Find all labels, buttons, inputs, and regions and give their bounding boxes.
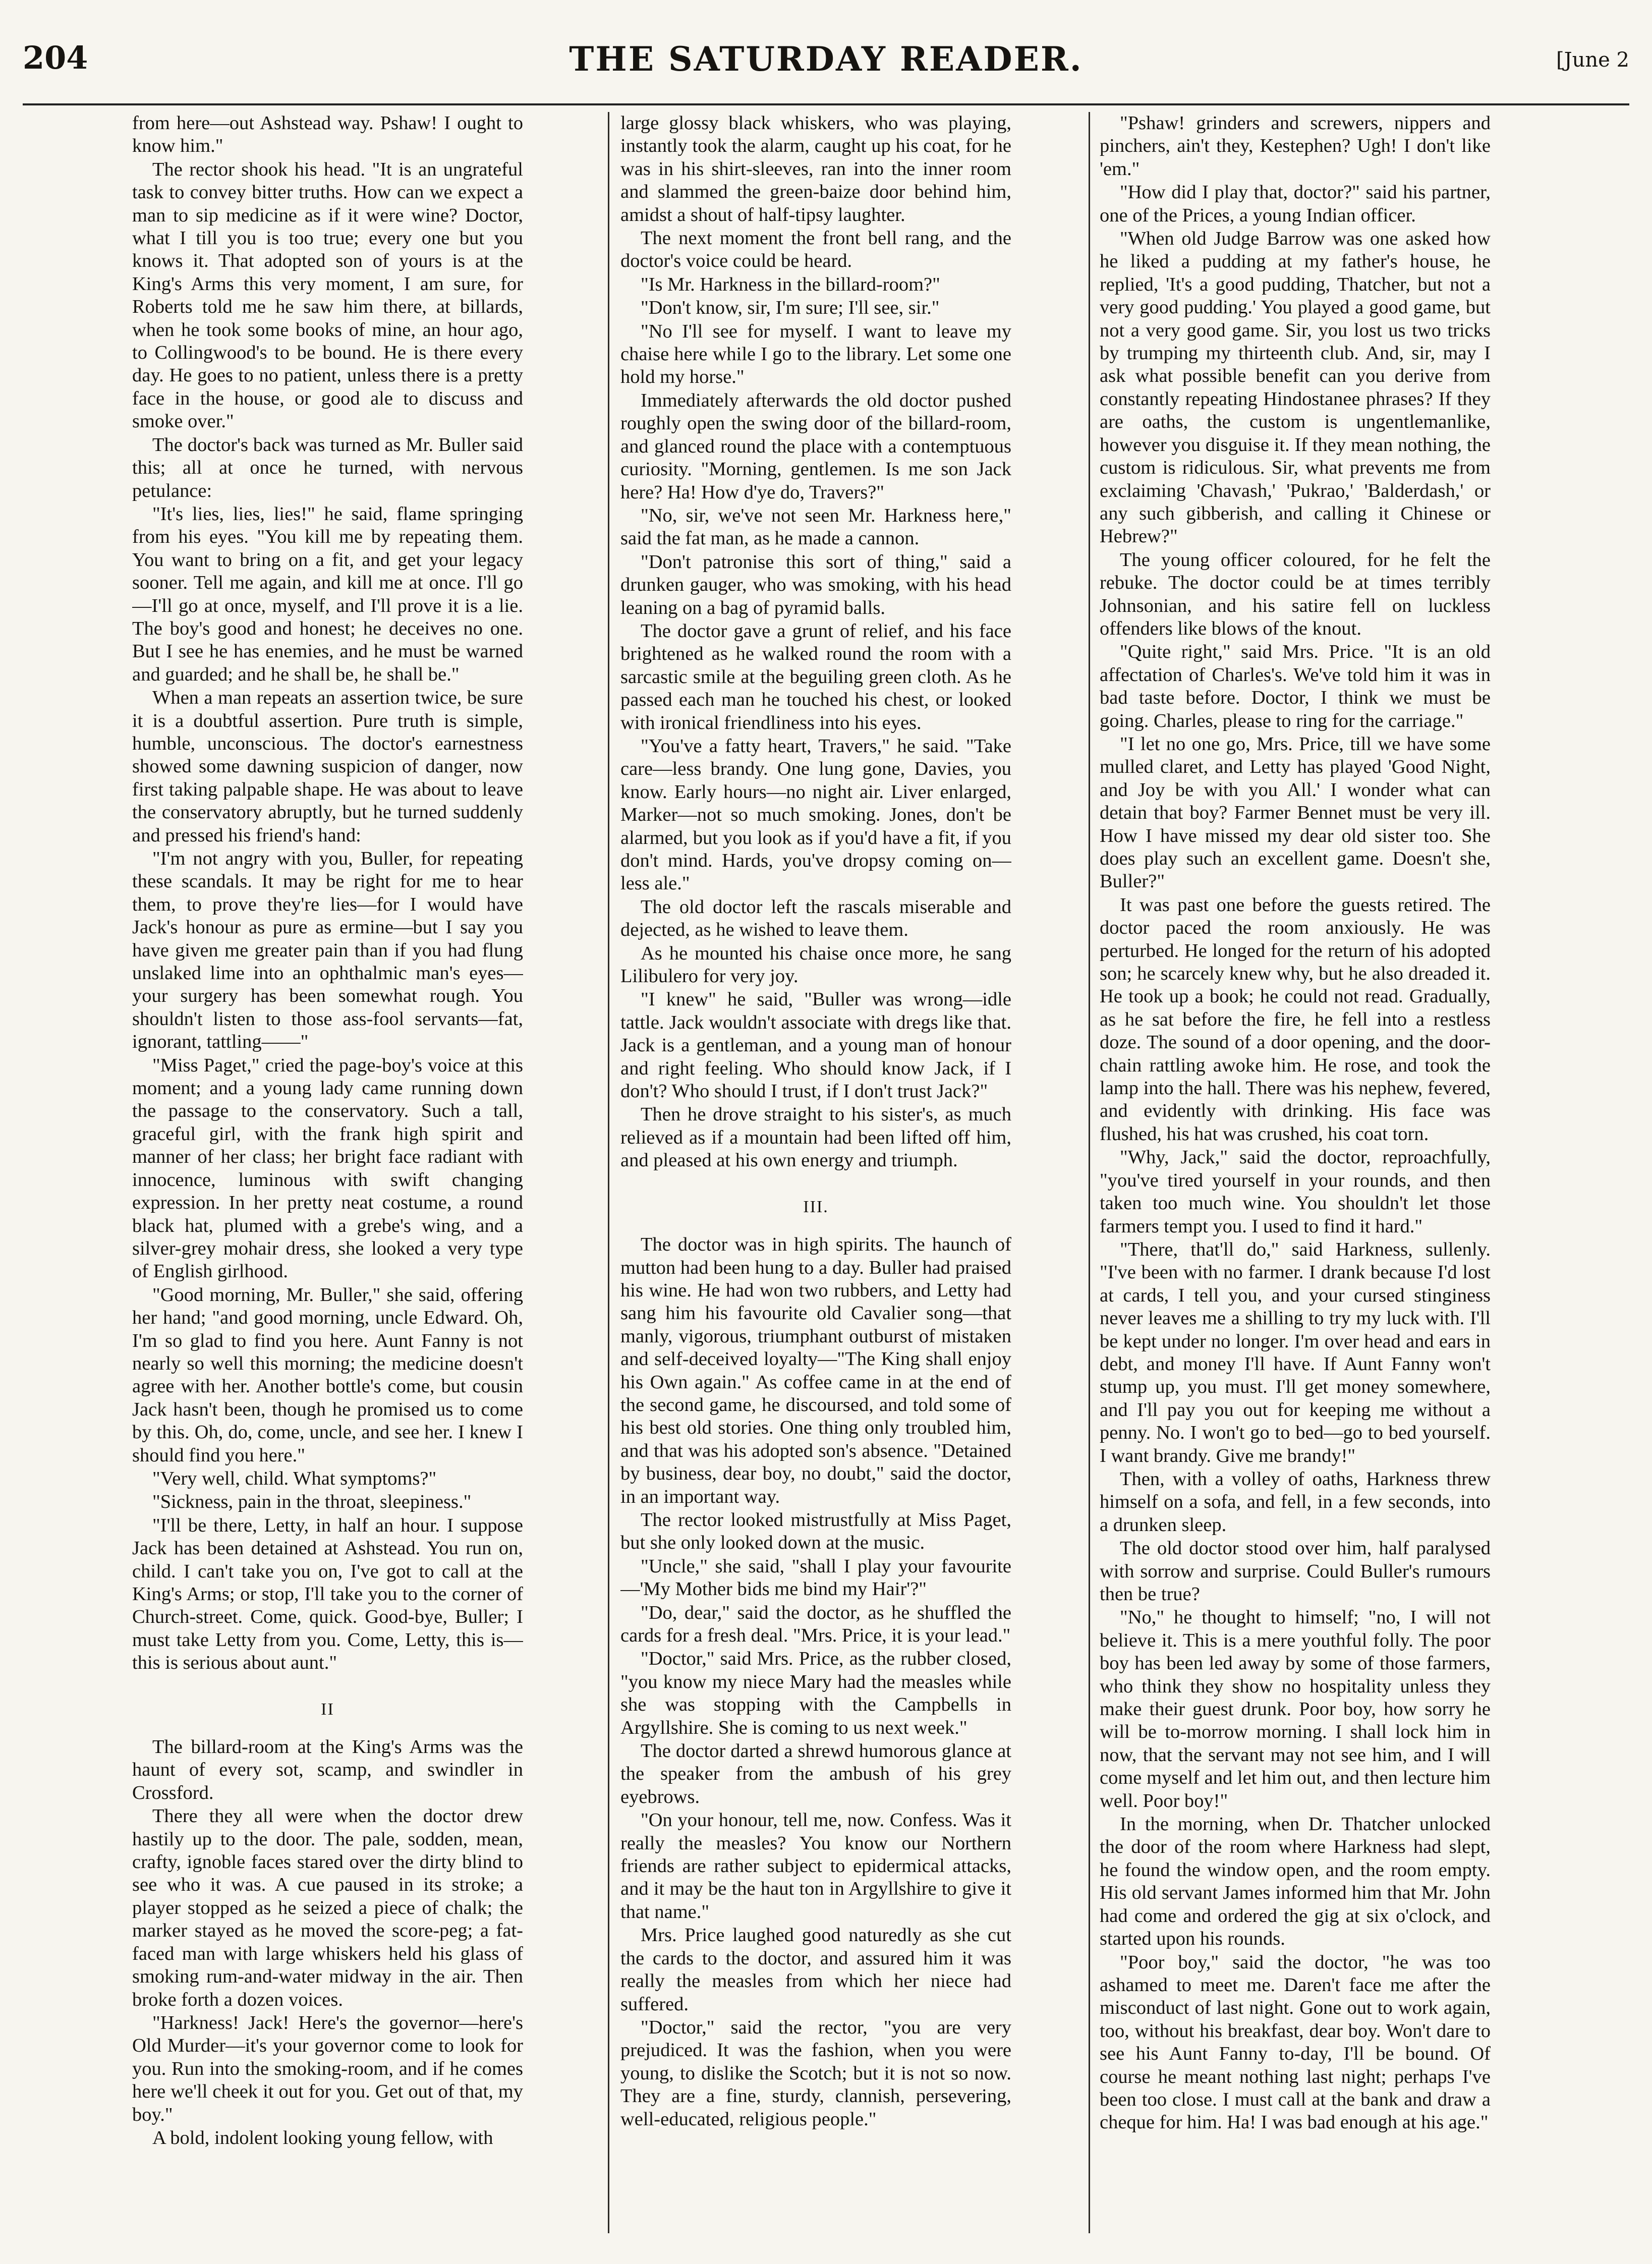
paragraph: The doctor was in high spirits. The haunch of mutton had been hung to a day. Buller had praised his wine. He had won two rubbers, and Letty had sang him his favourite old Cavalier song—that manly, vigorous, triumphant outburst of mistaken and self-deceived loyalty—"The King shall enjoy his Own again." As coffee came in at the end of the second game, he discoursed, and told some of his best old stories. One thing only troubled him, and that was his adopted son's absence. "Detained by business, dear boy, no doubt," said the doctor, in an important way. <box>620 1234 1011 1507</box>
column-divider-2 <box>1089 112 1090 2233</box>
section-heading: II <box>321 1700 334 1719</box>
paragraph: There they all were when the doctor drew hastily up to the door. The pale, sodden, mean, crafty, ignoble faces stared over the dirty blind to see who it was. A cue paused in its stroke; a player stopped as he seized a piece of chalk; the marker stayed as he moved the score-peg; a fat-faced man with large whiskers held his glass of smoking rum-and-water midway in the air. Then broke forth a dozen voices. <box>132 1805 523 2010</box>
paragraph: "Is Mr. Harkness in the billard-room?" <box>641 273 940 295</box>
paragraph: The old doctor left the rascals miserable and dejected, as he wished to leave them. <box>620 896 1011 941</box>
paragraph: "Don't patronise this sort of thing," said a drunken gauger, who was smoking, with his head leaning on a bag of pyramid balls. <box>620 551 1011 618</box>
paragraph: Immediately afterwards the old doctor pushed roughly open the swing door of the billard-room, and glanced round the place with a contemptuous curiosity. "Morning, gentlemen. Is me son Jack here? Ha! How d'ye do, Travers?" <box>620 389 1011 503</box>
issue-date: [June 2 <box>1556 48 1629 72</box>
column-2 <box>620 112 1011 2233</box>
paragraph: "Uncle," she said, "shall I play your favourite—'My Mother bids me bind my Hair'?" <box>620 1555 1011 1600</box>
header-rule <box>23 103 1629 105</box>
paragraph: "I'll be there, Letty, in half an hour. I suppose Jack has been detained at Ashstead. You run on, child. I can't take you on, I've got to call at the King's Arms; or stop, I'll take you to the corner of Church-street. Come, quick. Good-bye, Buller; I must take Letty from you. Come, Letty, this is—this is serious about aunt." <box>132 1514 523 1674</box>
paragraph: "I knew" he said, "Buller was wrong—idle tattle. Jack wouldn't associate with dregs like that. Jack is a gentleman, and a young man of honour and right feeling. Who should know Jack, if I don't? Who should I trust, if I don't trust Jack?" <box>620 989 1011 1102</box>
column-3 <box>1100 112 1491 2233</box>
column-divider-1 <box>608 112 609 2233</box>
paragraph: "There, that'll do," said Harkness, sullenly. "I've been with no farmer. I drank because I'd lost at cards, I tell you, and your cursed stinginess never leaves me a shilling to try my luck with. I'll be kept under no longer. I'm over head and ears in debt, and money I'll have. If Aunt Fanny won't stump up, you must. I'll get money somewhere, and I'll pay you out for keeping me without a penny. No. I won't go to bed—go to bed yourself. I want brandy. Give me brandy!" <box>1100 1238 1491 1466</box>
page-header <box>23 39 1629 90</box>
page-number: 204 <box>23 39 88 76</box>
paragraph: The doctor's back was turned as Mr. Buller said this; all at once he turned, with nervous petulance: <box>132 434 523 501</box>
paragraph: In the morning, when Dr. Thatcher unlocked the door of the room where Harkness had slept, he found the window open, and the room empty. His old servant James informed him that Mr. John had come and ordered the gig at six o'clock, and started upon his rounds. <box>1100 1814 1491 1950</box>
column-1 <box>132 112 523 2233</box>
paragraph: "Do, dear," said the doctor, as he shuffled the cards for a fresh deal. "Mrs. Price, it is your lead." <box>620 1602 1011 1646</box>
paragraph: Then, with a volley of oaths, Harkness threw himself on a sofa, and fell, in a few seconds, into a drunken sleep. <box>1100 1468 1491 1536</box>
paragraph: "Don't know, sir, I'm sure; I'll see, sir." <box>641 297 940 319</box>
paragraph: "Sickness, pain in the throat, sleepiness." <box>152 1491 472 1513</box>
paragraph: "Very well, child. What symptoms?" <box>152 1467 437 1489</box>
paragraph: "It's lies, lies, lies!" he said, flame springing from his eyes. "You kill me by repeating them. You want to bring on a fit, and get your legacy sooner. Tell me again, and kill me at once. I'll go—I'll go at once, myself, and I'll prove it is a lie. The boy's good and honest; he deceives no one. But I see he has enemies, and he must be warned and guarded; and he shall be, he shall be." <box>132 503 523 685</box>
paragraph: "On your honour, tell me, now. Confess. Was it really the measles? You know our Northern friends are rather subject to epidermical attacks, and it may be the haut ton in Argyllshire to give it that name." <box>620 1809 1011 1922</box>
paragraph: "Harkness! Jack! Here's the governor—here's Old Murder—it's your governor come to look for you. Run into the smoking-room, and if he comes here we'll cheek it out for you. Get out of that, my boy." <box>132 2012 523 2125</box>
paragraph: As he mounted his chaise once more, he sang Lilibulero for very joy. <box>620 942 1011 987</box>
paragraph: The doctor gave a grunt of relief, and his face brightened as he walked round the room with a sarcastic smile at the beguiling green cloth. As he passed each man he touched his chest, or looked with ironical friendliness into his eyes. <box>620 620 1011 733</box>
masthead-title: THE SATURDAY READER. <box>569 39 1083 79</box>
paragraph: When a man repeats an assertion twice, be sure it is a doubtful assertion. Pure truth is simple, humble, unconscious. The doctor's earnestness showed some dawning suspicion of danger, now first taking palpable shape. He was about to leave the conservatory abruptly, but he turned suddenly and pressed his friend's hand: <box>132 687 523 846</box>
paragraph: "Quite right," said Mrs. Price. "It is an old affectation of Charles's. We've told him it was in bad taste before. Doctor, I think we must be going. Charles, please to ring for the carriage." <box>1100 641 1491 731</box>
paragraph: "No I'll see for myself. I want to leave my chaise here while I go to the library. Let some one hold my horse." <box>620 320 1011 388</box>
paragraph: "How did I play that, doctor?" said his partner, one of the Prices, a young Indian officer. <box>1100 182 1491 226</box>
paragraph: large glossy black whiskers, who was playing, instantly took the alarm, caught up his coat, for he was in his shirt-sleeves, ran into the inner room and slammed the green-baize door behind him, amidst a shout of half-tipsy laughter. <box>620 112 1011 225</box>
paragraph: "Doctor," said the rector, "you are very prejudiced. It was the fashion, when you were young, to dislike the Scotch; but it is not so now. They are a fine, sturdy, clannish, persevering, well-educated, religious people." <box>620 2016 1011 2130</box>
paragraph: "Pshaw! grinders and screwers, nippers and pinchers, ain't they, Kestephen? Ugh! I don't like 'em." <box>1100 112 1491 180</box>
paragraph: The old doctor stood over him, half paralysed with sorrow and surprise. Could Buller's rumours then be true? <box>1100 1538 1491 1605</box>
paragraph: "No," he thought to himself; "no, I will not believe it. This is a mere youthful folly. The poor boy has been led away by some of those farmers, who think they show no hospitality unless they make their guest drunk. Poor boy, how sorry he will be to-morrow morning. I shall lock him in now, that the servant may not see him, and I will come myself and let him out, and then lecture him well. Poor boy!" <box>1100 1607 1491 1812</box>
paragraph: The rector looked mistrustfully at Miss Paget, but she only looked down at the music. <box>620 1509 1011 1554</box>
section-heading: III. <box>803 1197 829 1216</box>
paragraph: "I'm not angry with you, Buller, for repeating these scandals. It may be right for me to hear them, to prove they're lies—for I would have Jack's honour as pure as ermine—but I say you have given me greater pain than if you had flung unslaked lime into an ophthalmic man's eyes—your surgery has been somewhat rough. You shouldn't listen to those ass-fool servants—fat, ignorant, tattling——" <box>132 848 523 1053</box>
paragraph: "Poor boy," said the doctor, "he was too ashamed to meet me. Daren't face me after the misconduct of last night. Gone out to work again, too, without his breakfast, dear boy. Won't dare to see his Aunt Fanny to-day, I'll be bound. Of course he meant nothing last night; perhaps I've been too close. I must call at the bank and draw a cheque for him. Ha! I was bad enough at his age." <box>1100 1951 1491 2133</box>
paragraph: "I let no one go, Mrs. Price, till we have some mulled claret, and Letty has played 'Good Night, and Joy be with you All.' I wonder what can detain that boy? Farmer Bennet must be very ill. How I have missed my dear old sister too. She does play such an excellent game. Doesn't she, Buller?" <box>1100 733 1491 892</box>
paragraph: "You've a fatty heart, Travers," he said. "Take care—less brandy. One lung gone, Davies, you know. Early hours—no night air. Liver enlarged, Marker—not so much smoking. Jones, don't be alarmed, but you look as if you'd have a fit, if you don't mind. Hards, you've dropsy coming on—less ale." <box>620 735 1011 894</box>
paragraph: "Doctor," said Mrs. Price, as the rubber closed, "you know my niece Mary had the measles while she was stopping with the Campbells in Argyllshire. She is coming to us next week." <box>620 1648 1011 1738</box>
paragraph: from here—out Ashstead way. Pshaw! I ought to know him." <box>132 112 523 157</box>
paragraph: "No, sir, we've not seen Mr. Harkness here," said the fat man, as he made a cannon. <box>620 504 1011 549</box>
paragraph: The rector shook his head. "It is an ungrateful task to convey bitter truths. How can we expect a man to sip medicine as if it were wine? Doctor, what I till you is too true; every one but you knows it. That adopted son of yours is at the King's Arms this very moment, I am sure, for Roberts told me he saw him there, at billards, when he took some books of mine, an hour ago, to Collingwood's to be bound. He is there every day. He goes to no patient, unless there is a pretty face in the house, or good ale to discuss and smoke over." <box>132 158 523 432</box>
paragraph: The doctor darted a shrewd humorous glance at the speaker from the ambush of his grey eyebrows. <box>620 1740 1011 1807</box>
paragraph: Then he drove straight to his sister's, as much relieved as if a mountain had been lifted off him, and pleased at his own energy and triumph. <box>620 1104 1011 1171</box>
paragraph: "Miss Paget," cried the page-boy's voice at this moment; and a young lady came running down the passage to the conservatory. Such a tall, graceful girl, with the frank high spirit and manner of her class; her bright face radiant with innocence, luminous with swift changing expression. In her pretty neat costume, a round black hat, plumed with a grebe's wing, and a silver-grey mohair dress, she looked a very type of English girlhood. <box>132 1054 523 1282</box>
paragraph: The next moment the front bell rang, and the doctor's voice could be heard. <box>620 228 1011 272</box>
paragraph: "Why, Jack," said the doctor, reproachfully, "you've tired yourself in your rounds, and then taken too much wine. You shouldn't let those farmers tempt you. I used to find it hard." <box>1100 1147 1491 1237</box>
paragraph: "Good morning, Mr. Buller," she said, offering her hand; "and good morning, uncle Edward. Oh, I'm so glad to find you here. Aunt Fanny is not nearly so well this morning; the medicine doesn't agree with her. Another bottle's come, but cousin Jack hasn't been, though he promised us to come by this. Oh, do, come, uncle, and see her. I knew I should find you here." <box>132 1284 523 1466</box>
paragraph: "When old Judge Barrow was one asked how he liked a pudding at my father's house, he replied, 'It's a good pudding, Thatcher, but not a very good pudding.' You played a good game, but not a very good game. Sir, you lost us two tricks by trumping my thirteenth club. And, sir, may I ask what possible benefit can you derive from constantly repeating Hindostanee phrases? If they are oaths, the custom is ungentlemanlike, however you disguise it. If they mean nothing, the custom is ridiculous. Sir, what prevents me from exclaiming 'Chavash,' 'Pukrao,' 'Balderdash,' or any such gibberish, and calling it Chinese or Hebrew?" <box>1100 228 1491 547</box>
paragraph: A bold, indolent looking young fellow, with <box>152 2127 493 2148</box>
paragraph: The billard-room at the King's Arms was the haunt of every sot, scamp, and swindler in Crossford. <box>132 1736 523 1803</box>
paragraph: Mrs. Price laughed good naturedly as she cut the cards to the doctor, and assured him it was really the measles from which her niece had suffered. <box>620 1925 1011 2015</box>
paragraph: The young officer coloured, for he felt the rebuke. The doctor could be at times terribly Johnsonian, and his satire fell on luckless offenders like blows of the knout. <box>1100 549 1491 639</box>
paragraph: It was past one before the guests retired. The doctor paced the room anxiously. He was perturbed. He longed for the return of his adopted son; he scarcely knew why, but he also dreaded it. He took up a book; he could not read. Gradually, as he sat before the fire, he fell into a restless doze. The sound of a door opening, and the door-chain rattling awoke him. He rose, and took the lamp into the hall. There was his nephew, fevered, and evidently with drinking. His face was flushed, his hat was crushed, his coat torn. <box>1100 894 1491 1145</box>
